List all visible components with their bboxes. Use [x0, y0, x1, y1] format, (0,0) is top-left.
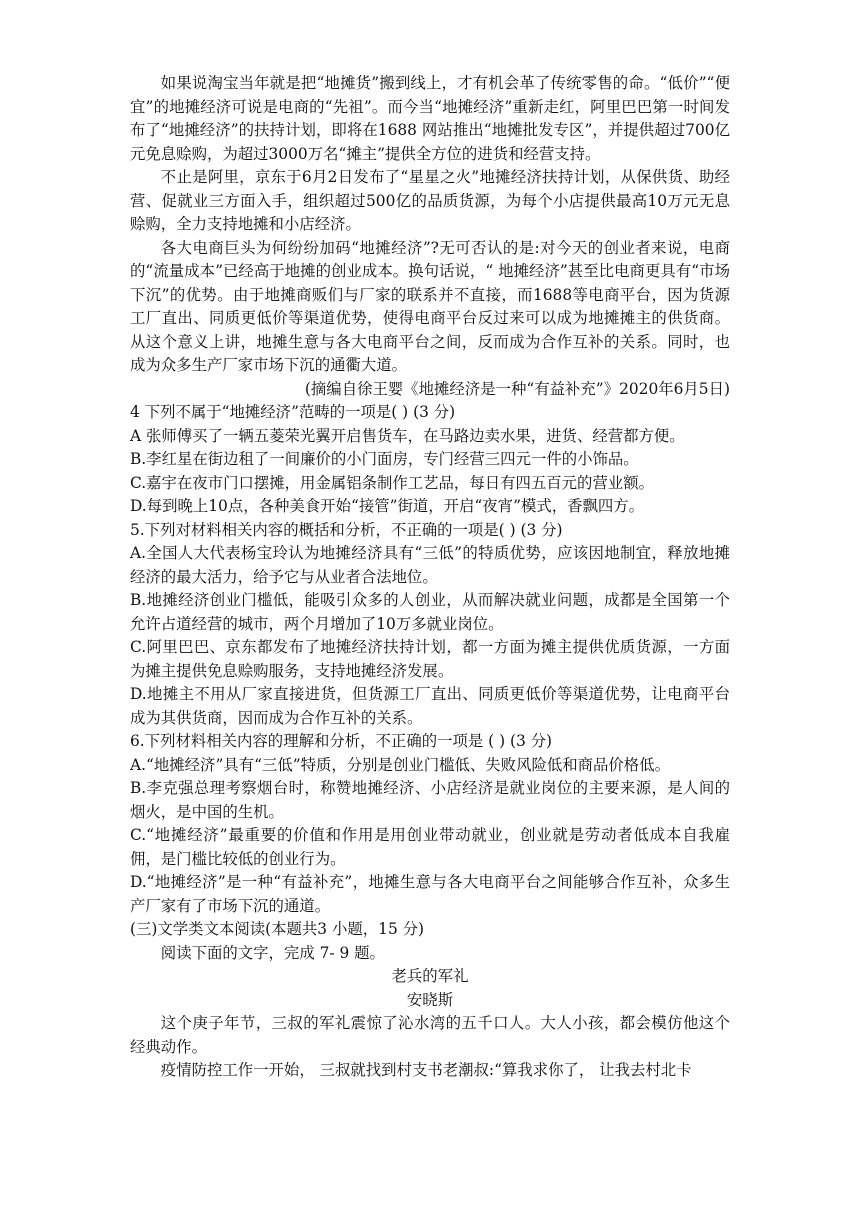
question-stem: 6.下列材料相关内容的理解和分析，不正确的一项是 ( ) (3 分): [130, 732, 553, 750]
passage-source: (摘编自徐王婴《地摊经济是一种“有益补充”》2020年6月5日): [304, 379, 730, 398]
question-option-b: B.李红星在街边租了一间廉价的小门面房，专门经营三四元一件的小饰品。: [130, 450, 639, 468]
question-option-c: C.“地摊经济”最重要的价值和作用是用创业带动就业，创业就是劳动者低成本自我雇佣，是门槛比较低的创业行为。: [130, 826, 730, 868]
question-option-d: D.每到晚上10点，各种美食开始“接管”街道，开启“夜宵”模式，香飘四方。: [130, 497, 645, 515]
question-option-c: C.阿里巴巴、京东都发布了地摊经济扶持计划，都一方面为摊主提供优质货源，一方面为摊主提供免息赊购服务，支持地摊经济发展。: [130, 638, 730, 680]
story-title: 老兵的军礼: [391, 967, 469, 985]
question-5: [130, 519, 730, 731]
question-stem: 4 下列不属于“地摊经济”范畴的一项是( ) (3 分): [130, 403, 456, 421]
question-option-c: C.嘉宇在夜市门口摆摊，用金属铝条制作工艺品，每日有四五百元的营业额。: [130, 473, 655, 492]
document-body: [130, 72, 730, 1083]
question-option-a: A.“地摊经济”具有“三低”特质，分别是创业门槛低、失败风险低和商品价格低。: [130, 755, 670, 774]
passage-paragraph-2: 不止是阿里，京东于6月2日发布了“星星之火”地摊经济扶持计划，从保供货、助经营、促就业三方面入手，组织超过500亿的品质货源，为每个小店提供最高10万元无息赊购，全力支持地摊和小店经济。: [130, 168, 730, 233]
question-option-a: A 张师傅买了一辆五菱荣光翼开启售货车，在马路边卖水果，进货、经营都方便。: [130, 426, 685, 445]
passage-paragraph-1: 如果说淘宝当年就是把“地摊货”搬到线上，才有机会革了传统零售的命。“低价”“便宜”的地摊经济可说是电商的“先祖”。而今当“地摊经济”重新走红，阿里巴巴第一时间发布了“地摊经济”的扶持计划，即将在1688 网站推出“地摊批发专区”，并提供超过700亿元免息赊购，为超过3000万名“摊主”提供全方位的进货和经营支持。: [130, 74, 730, 163]
question-stem: 5.下列对材料相关内容的概括和分析，不正确的一项是( ) (3 分): [130, 520, 563, 539]
question-option-b: B.李克强总理考察烟台时，称赞地摊经济、小店经济是就业岗位的主要来源，是人间的烟火，是中国的生机。: [130, 779, 730, 821]
section-heading: (三)文学类文本阅读(本题共3 小题，15 分): [130, 920, 425, 938]
question-option-a: A.全国人大代表杨宝玲认为地摊经济具有“三低”的特质优势，应该因地制宜，释放地摊经济的最大活力，给予它与从业者合法地位。: [130, 544, 730, 586]
story-author: 安晓斯: [406, 990, 454, 1009]
section-literary-reading: [130, 918, 730, 1083]
passage-paragraph-3: 各大电商巨头为何纷纷加码“地摊经济”?无可否认的是:对今天的创业者来说，电商的“流量成本”已经高于地摊的创业成本。换句话说，“ 地摊经济”甚至比电商更具有“市场下沉”的优势。由于地摊商贩们与厂家的联系并不直接，而1688等电商平台，因为货源工厂直出、同质更低价等渠道优势，使得电商平台反过来可以成为地摊摊主的供货商。从这个意义上讲，地摊生意与各大电商平台之间，反而成为合作互补的关系。同时，也成为众多生产厂家市场下沉的通衢大道。: [130, 238, 730, 374]
story-paragraph-2: 疫情防控工作一开始， 三叔就找到村支书老潮叔:“算我求你了， 让我去村北卡: [160, 1061, 692, 1079]
question-option-b: B.地摊经济创业门槛低，能吸引众多的人创业，从而解决就业问题，成都是全国第一个允许占道经营的城市，两个月增加了10万多就业岗位。: [130, 591, 730, 633]
question-option-d: D.“地摊经济”是一种“有益补充”，地摊生意与各大电商平台之间能够合作互补，众多生产厂家有了市场下沉的通道。: [130, 873, 730, 915]
question-4: [130, 401, 730, 519]
section-instruction: 阅读下面的文字，完成 7- 9 题。: [160, 943, 385, 962]
story-paragraph-1: 这个庚子年节，三叔的军礼震惊了沁水湾的五千口人。大人小孩，都会模仿他这个经典动作。: [130, 1014, 730, 1056]
question-option-d: D.地摊主不用从厂家直接进货，但货源工厂直出、同质更低价等渠道优势，让电商平台成为其供货商，因而成为合作互补的关系。: [130, 685, 730, 727]
question-6: [130, 730, 730, 918]
